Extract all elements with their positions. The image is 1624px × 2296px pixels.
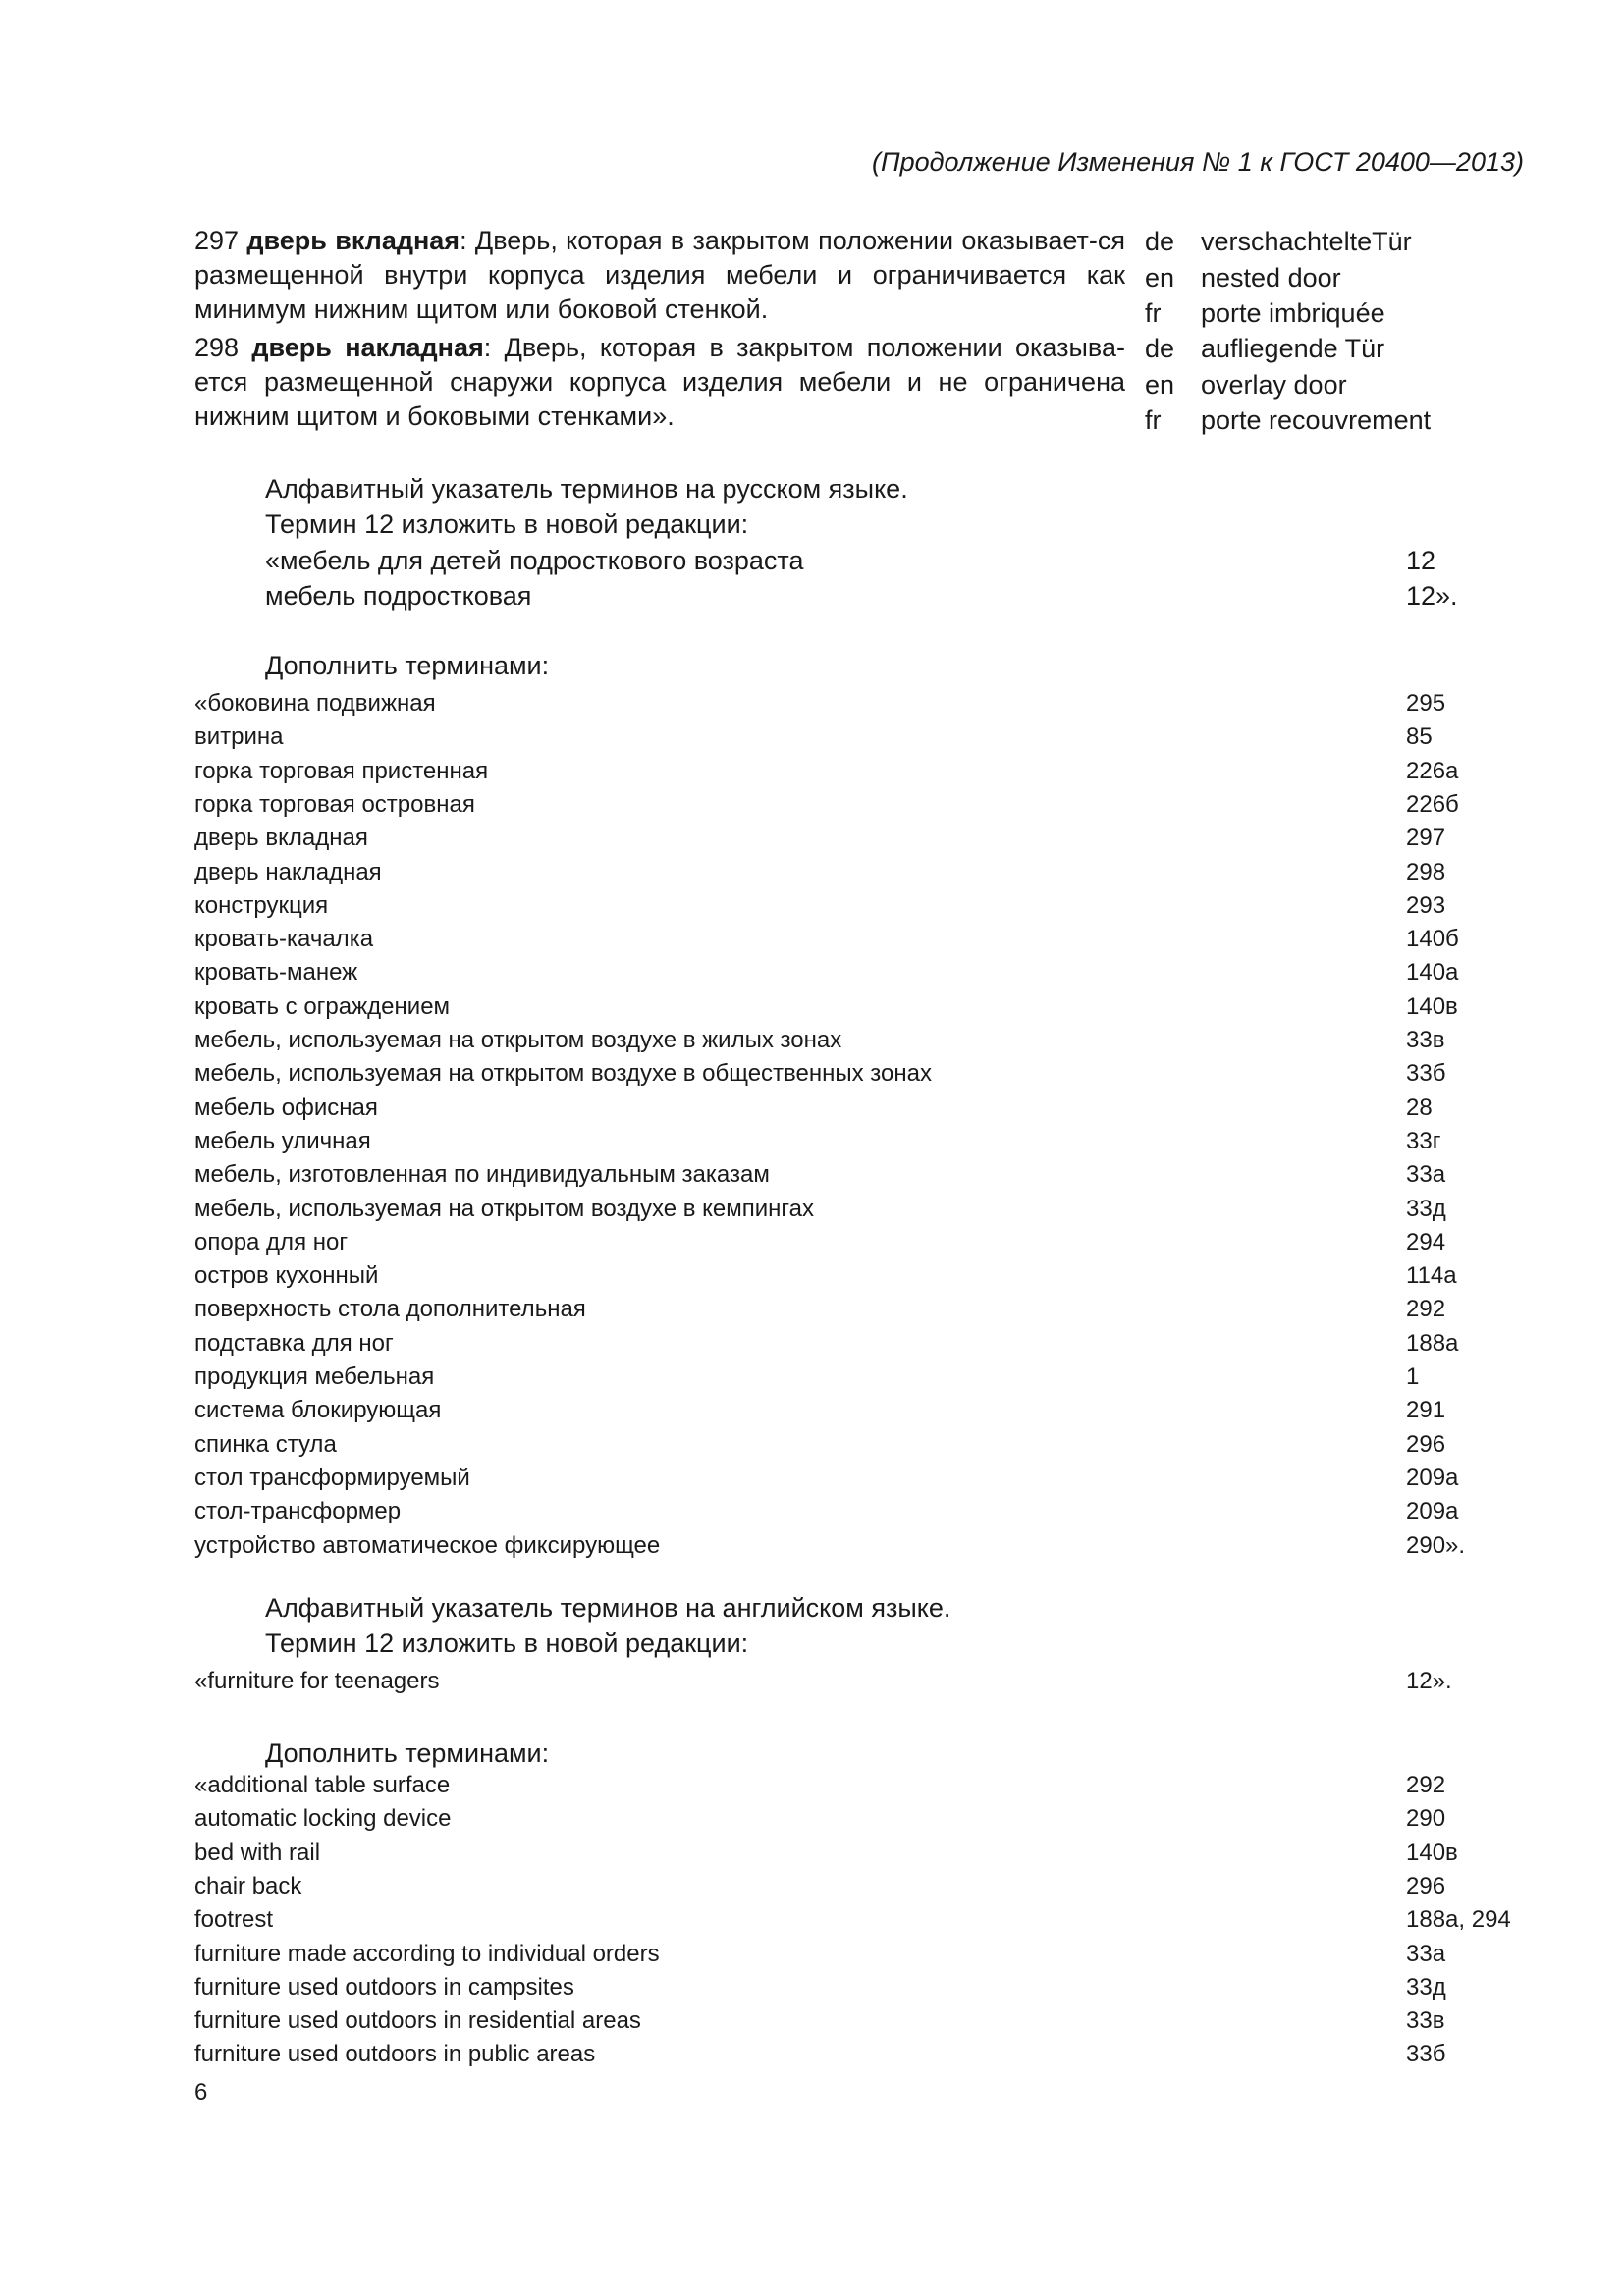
index-term: bed with rail: [194, 1839, 321, 1866]
ru-index-heading: Алфавитный указатель терминов на русском языке.: [265, 474, 908, 504]
index-row: [194, 959, 1530, 987]
index-number: 85: [1406, 723, 1433, 751]
index-row: [194, 1161, 1530, 1189]
term-number: 298: [194, 333, 240, 362]
index-term: footrest: [194, 1906, 274, 1934]
term-name: дверь вкладная: [246, 226, 460, 255]
index-row: [194, 1128, 1530, 1155]
index-row: [194, 690, 1530, 718]
index-number: 140а: [1406, 959, 1459, 987]
index-row: [194, 1873, 1530, 1900]
index-term: «боковина подвижная: [194, 690, 436, 717]
index-row: [194, 2007, 1530, 2035]
page-header: (Продолжение Изменения № 1 к ГОСТ 20400—2013): [872, 147, 1524, 177]
index-row: [194, 1363, 1530, 1391]
index-number: 290: [1406, 1805, 1446, 1833]
lang-text: overlay door: [1201, 369, 1347, 400]
index-term: конструкция: [194, 891, 329, 919]
index-term: опора для ног: [194, 1228, 349, 1255]
index-term: горка торговая пристенная: [194, 757, 489, 784]
index-row: [194, 1397, 1530, 1424]
lang-code: en: [1145, 262, 1175, 293]
index-row: [194, 1330, 1530, 1358]
index-number: 33г: [1406, 1127, 1441, 1154]
en-add-heading: Дополнить терминами:: [265, 1738, 550, 1768]
index-row: [194, 1229, 1530, 1256]
index-row: [194, 1465, 1530, 1492]
index-number: 140в: [1406, 1839, 1458, 1866]
index-number: 12: [1406, 546, 1436, 575]
index-term: мебель подростковая: [265, 581, 532, 611]
term-definition: [194, 331, 1125, 434]
index-number: 290».: [1406, 1531, 1466, 1559]
index-number: 114а: [1406, 1262, 1457, 1290]
index-term: поверхность стола дополнительная: [194, 1296, 586, 1323]
index-term: остров кухонный: [194, 1262, 379, 1290]
index-number: 293: [1406, 891, 1446, 919]
index-row: [194, 1296, 1530, 1323]
index-number: 12».: [1406, 581, 1458, 611]
index-term: кровать-манеж: [194, 959, 358, 987]
index-number: 209а: [1406, 1498, 1459, 1525]
index-number: 292: [1406, 1296, 1446, 1323]
index-number: 28: [1406, 1094, 1433, 1121]
index-row: [194, 1027, 1530, 1054]
index-term: automatic locking device: [194, 1805, 452, 1833]
index-number: 209а: [1406, 1464, 1459, 1491]
index-term: стол трансформируемый: [194, 1464, 470, 1491]
lang-text: porte recouvrement: [1201, 405, 1432, 435]
index-number: 296: [1406, 1430, 1446, 1458]
index-number: 226б: [1406, 790, 1459, 818]
index-row: [194, 1974, 1530, 2002]
ru-index-instruction: Термин 12 изложить в новой редакции:: [265, 509, 749, 539]
index-number: 188а: [1406, 1329, 1459, 1357]
index-number: 294: [1406, 1228, 1446, 1255]
index-row: [194, 1772, 1530, 1799]
index-number: 1: [1406, 1363, 1420, 1390]
index-row: [194, 1060, 1530, 1088]
index-term: furniture used outdoors in residential areas: [194, 2007, 641, 2035]
lang-text: porte imbriquée: [1201, 298, 1385, 328]
term-translations: [1145, 224, 1557, 332]
index-term: мебель, используемая на открытом воздухе в кемпингах: [194, 1195, 814, 1222]
index-row: [194, 1095, 1530, 1122]
index-term: подставка для ног: [194, 1329, 394, 1357]
index-row: [194, 1906, 1530, 1934]
index-row: [194, 1668, 1530, 1695]
index-term: стол-трансформер: [194, 1498, 402, 1525]
index-number: 33д: [1406, 1973, 1446, 2001]
index-row: [194, 993, 1530, 1021]
term-number: 297: [194, 226, 240, 255]
index-row: [194, 892, 1530, 920]
index-term: chair back: [194, 1872, 302, 1899]
index-term: мебель офисная: [194, 1094, 378, 1121]
index-number: 33б: [1406, 1060, 1446, 1088]
lang-code: de: [1145, 334, 1175, 363]
index-row: [194, 1498, 1530, 1525]
lang-text: aufliegende Tür: [1201, 334, 1385, 363]
index-number: 296: [1406, 1872, 1446, 1899]
index-number: 298: [1406, 858, 1446, 885]
index-row: [194, 2041, 1530, 2068]
index-row: [194, 1941, 1530, 1968]
lang-code: en: [1145, 369, 1175, 400]
index-term: система блокирующая: [194, 1397, 442, 1424]
index-row: [194, 1196, 1530, 1223]
index-number: 295: [1406, 690, 1446, 717]
index-term: кровать-качалка: [194, 926, 374, 953]
index-row: [194, 859, 1530, 886]
term-definition-text: : Дверь, которая в закрытом положении оказыва-ется размещенной снаружи корпуса изделия мебели и не ограничена нижним щитом и боковыми стенками».: [194, 333, 1125, 431]
index-row: [194, 825, 1530, 852]
index-term: мебель уличная: [194, 1127, 371, 1154]
index-term: мебель, используемая на открытом воздухе в жилых зонах: [194, 1027, 842, 1053]
index-row: [194, 926, 1530, 953]
index-number: 140в: [1406, 992, 1458, 1020]
index-row: [194, 1805, 1530, 1833]
index-term: мебель, изготовленная по индивидуальным заказам: [194, 1161, 770, 1189]
term-translations: [1145, 331, 1557, 439]
index-row: [194, 1262, 1530, 1290]
index-number: 33а: [1406, 1161, 1446, 1189]
index-number: 33а: [1406, 1940, 1446, 1967]
index-number: 291: [1406, 1397, 1446, 1424]
index-row: [194, 758, 1530, 785]
index-term: «furniture for teenagers: [194, 1668, 440, 1694]
index-term: «additional table surface: [194, 1772, 451, 1798]
index-row: [194, 1431, 1530, 1459]
ru-add-heading: Дополнить терминами:: [265, 651, 550, 680]
index-term: дверь накладная: [194, 858, 382, 885]
index-number: 292: [1406, 1772, 1446, 1798]
index-number: 33б: [1406, 2041, 1446, 2068]
index-term: furniture used outdoors in public areas: [194, 2041, 596, 2068]
index-term: горка торговая островная: [194, 790, 475, 818]
index-term: спинка стула: [194, 1430, 337, 1458]
index-number: 297: [1406, 825, 1446, 852]
lang-text: verschachtelteTür: [1201, 227, 1412, 256]
index-row: [194, 723, 1530, 751]
index-number: 226а: [1406, 757, 1459, 784]
index-number: 33в: [1406, 1027, 1445, 1053]
index-term: мебель, используемая на открытом воздухе в общественных зонах: [194, 1060, 932, 1088]
index-term: furniture made according to individual orders: [194, 1940, 660, 1967]
term-name: дверь накладная: [251, 333, 484, 362]
index-number: 33д: [1406, 1195, 1446, 1222]
index-term: витрина: [194, 723, 284, 751]
index-term: furniture used outdoors in campsites: [194, 1973, 574, 2001]
term-definition-text: : Дверь, которая в закрытом положении оказывает-ся размещенной внутри корпуса изделия мебели и ограничивается как минимум нижним щитом или боковой стенкой.: [194, 226, 1125, 324]
index-row: [194, 1840, 1530, 1867]
index-term: «мебель для детей подросткового возраста: [265, 546, 804, 575]
en-index-heading: Алфавитный указатель терминов на английском языке.: [265, 1593, 951, 1623]
en-index-instruction: Термин 12 изложить в новой редакции:: [265, 1629, 749, 1658]
lang-code: de: [1145, 227, 1175, 256]
index-number: 12».: [1406, 1668, 1452, 1694]
index-row: [194, 1532, 1530, 1560]
index-row: [194, 791, 1530, 819]
index-term: кровать с ограждением: [194, 992, 451, 1020]
index-number: 188а, 294: [1406, 1906, 1511, 1934]
term-definition: [194, 224, 1125, 327]
page-number: 6: [194, 2079, 208, 2106]
index-number: 33в: [1406, 2007, 1445, 2035]
lang-code: fr: [1145, 405, 1162, 435]
index-term: дверь вкладная: [194, 825, 368, 852]
index-term: продукция мебельная: [194, 1363, 435, 1390]
lang-code: fr: [1145, 298, 1162, 328]
lang-text: nested door: [1201, 262, 1341, 293]
index-term: устройство автоматическое фиксирующее: [194, 1531, 661, 1559]
index-number: 140б: [1406, 926, 1459, 953]
